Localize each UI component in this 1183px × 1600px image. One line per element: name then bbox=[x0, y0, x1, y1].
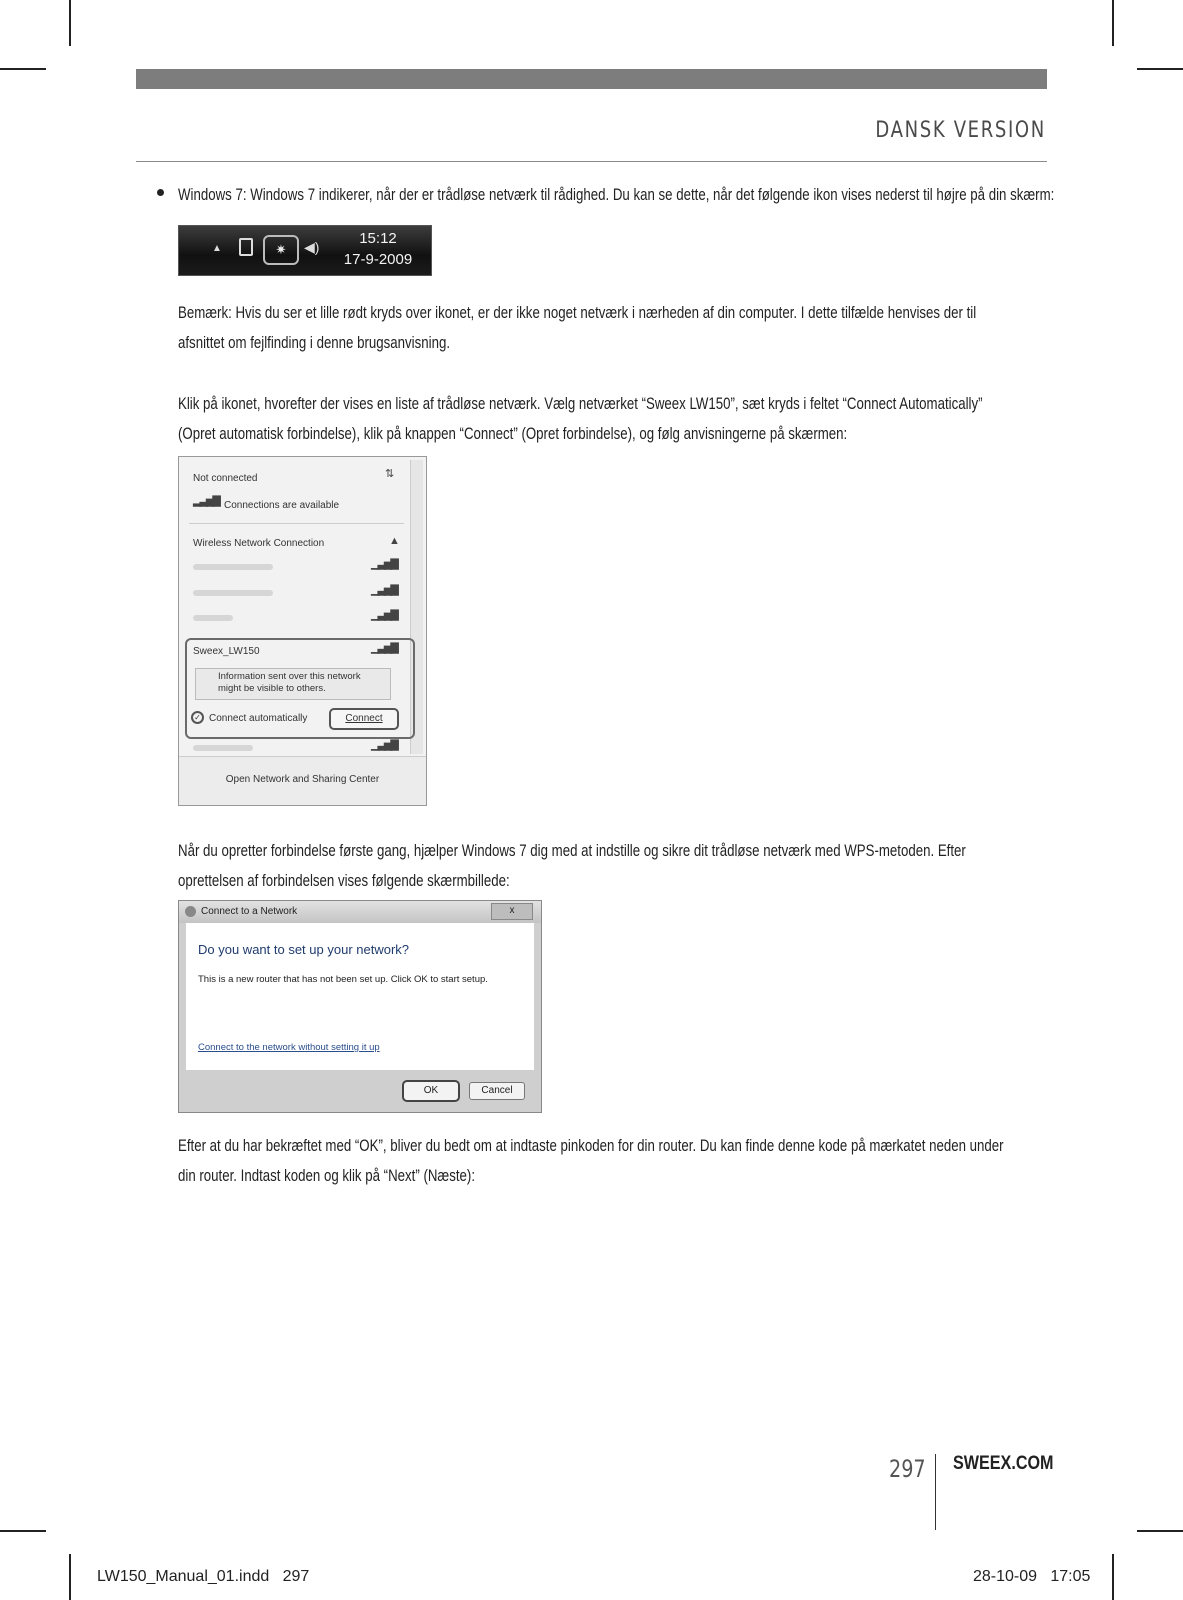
security-warning-line: Information sent over this network bbox=[218, 671, 361, 682]
note-line: Bemærk: Hvis du ser et lille rødt kryds over ikonet, er der ikke noget netværk i nærheden af din computer. I dette tilfælde henvises der til bbox=[178, 303, 977, 322]
header-divider bbox=[136, 161, 1047, 162]
wireless-network-icon: ✷ bbox=[263, 235, 299, 265]
blurred-network-name bbox=[193, 745, 253, 751]
network-status: Not connected bbox=[193, 473, 258, 484]
instruction-line: Klik på ikonet, hvorefter der vises en liste af trådløse netværk. Vælg netværket “Sweex LW150”, sæt kryds i feltet “Connect Automatically” bbox=[178, 394, 983, 413]
bullet-paragraph bbox=[178, 180, 1055, 210]
first-connection-line: oprettelsen af forbindelsen vises følgende skærmbillede: bbox=[178, 871, 510, 890]
crop-mark bbox=[0, 1530, 46, 1532]
note-line: afsnittet om fejlfinding i denne brugsanvisning. bbox=[178, 333, 451, 352]
blurred-network-name bbox=[193, 564, 273, 570]
secured-signal-icon: ▁▃▅▇ bbox=[371, 642, 397, 654]
dialog-title: Connect to a Network bbox=[201, 906, 298, 917]
instruction-paragraph bbox=[178, 389, 1044, 449]
pin-line: Efter at du har bekræftet med “OK”, bliver du bedt om at indtaste pinkoden for din router. Du kan finde denne kode på mærkatet neden under bbox=[178, 1136, 1004, 1155]
footer-divider bbox=[935, 1454, 936, 1530]
section-title: DANSK VERSION bbox=[875, 118, 1046, 143]
connections-available: Connections are available bbox=[224, 500, 340, 511]
bullet-text: Windows 7: Windows 7 indikerer, når der er trådløse netværk til rådighed. Du kan se dette, når det følgende ikon vises nederst til højre på din skærm: bbox=[178, 185, 1055, 204]
taskbar-screenshot bbox=[178, 225, 432, 276]
cancel-button[interactable]: Cancel bbox=[469, 1082, 525, 1100]
selected-network-name[interactable]: Sweex_LW150 bbox=[193, 646, 260, 657]
show-hidden-icons-icon: ▲ bbox=[212, 243, 222, 254]
signal-bars-icon: ▂▃▅▇ bbox=[193, 495, 219, 507]
blurred-network-name bbox=[193, 615, 233, 621]
crop-mark bbox=[0, 68, 46, 70]
instruction-line: (Opret automatisk forbindelse), klik på knappen “Connect” (Opret forbindelse), og følg anvisningerne på skærmen: bbox=[178, 424, 848, 443]
clock-date: 17-9-2009 bbox=[343, 251, 413, 268]
connect-automatically-checkbox[interactable]: ✓ bbox=[191, 711, 204, 724]
note-paragraph bbox=[178, 298, 1044, 358]
network-group-label: Wireless Network Connection bbox=[193, 538, 325, 549]
skip-setup-link[interactable]: Connect to the network without setting it up bbox=[198, 1042, 380, 1053]
action-center-icon bbox=[239, 238, 253, 256]
signal-icon: ▁▃▅▇ bbox=[371, 584, 397, 596]
blurred-network-name bbox=[193, 590, 273, 596]
checkbox-label: Connect automatically bbox=[209, 713, 308, 724]
clock bbox=[338, 228, 418, 270]
setup-dialog-screenshot bbox=[178, 900, 542, 1113]
bullet-icon bbox=[157, 189, 164, 196]
dialog-question: Do you want to set up your network? bbox=[198, 942, 410, 957]
volume-icon: ◀) bbox=[304, 239, 320, 255]
signal-icon: ▁▃▅▇ bbox=[371, 558, 397, 570]
crop-mark bbox=[69, 1554, 71, 1600]
website: SWEEX.COM bbox=[953, 1453, 1054, 1474]
pin-paragraph bbox=[178, 1131, 1044, 1191]
network-sharing-center-link[interactable]: Open Network and Sharing Center bbox=[179, 756, 426, 805]
dialog-description: This is a new router that has not been set up. Click OK to start setup. bbox=[198, 974, 488, 985]
signal-icon: ▁▃▅▇ bbox=[371, 609, 397, 621]
refresh-icon: ⇅ bbox=[385, 468, 393, 480]
first-connection-paragraph bbox=[178, 836, 1044, 896]
header-bar bbox=[136, 69, 1047, 89]
network-list-screenshot bbox=[178, 456, 427, 806]
signal-icon: ▁▃▅▇ bbox=[371, 739, 397, 751]
crop-mark bbox=[1112, 0, 1114, 46]
network-icon bbox=[185, 906, 196, 917]
clock-time: 15:12 bbox=[359, 230, 397, 247]
ok-button[interactable]: OK bbox=[402, 1080, 460, 1102]
first-connection-line: Når du opretter forbindelse første gang, hjælper Windows 7 dig med at indstille og sikre dit trådløse netværk med WPS-metoden. Efter bbox=[178, 841, 966, 860]
file-slug: LW150_Manual_01.indd 297 bbox=[97, 1568, 310, 1585]
crop-mark bbox=[1137, 1530, 1183, 1532]
security-warning-line: might be visible to others. bbox=[218, 683, 326, 694]
crop-mark bbox=[69, 0, 71, 46]
pin-line: din router. Indtast koden og klik på “Next” (Næste): bbox=[178, 1166, 476, 1185]
crop-mark bbox=[1112, 1554, 1114, 1600]
divider bbox=[189, 523, 404, 524]
security-warning bbox=[195, 668, 391, 700]
print-timestamp: 28-10-09 17:05 bbox=[973, 1568, 1091, 1585]
dialog-titlebar bbox=[179, 901, 541, 923]
page-number: 297 bbox=[889, 1455, 926, 1483]
connect-button[interactable]: Connect bbox=[329, 708, 399, 730]
collapse-icon: ▲ bbox=[389, 535, 398, 547]
dialog-body bbox=[186, 923, 534, 1070]
close-button[interactable]: x bbox=[491, 903, 533, 920]
crop-mark bbox=[1137, 68, 1183, 70]
